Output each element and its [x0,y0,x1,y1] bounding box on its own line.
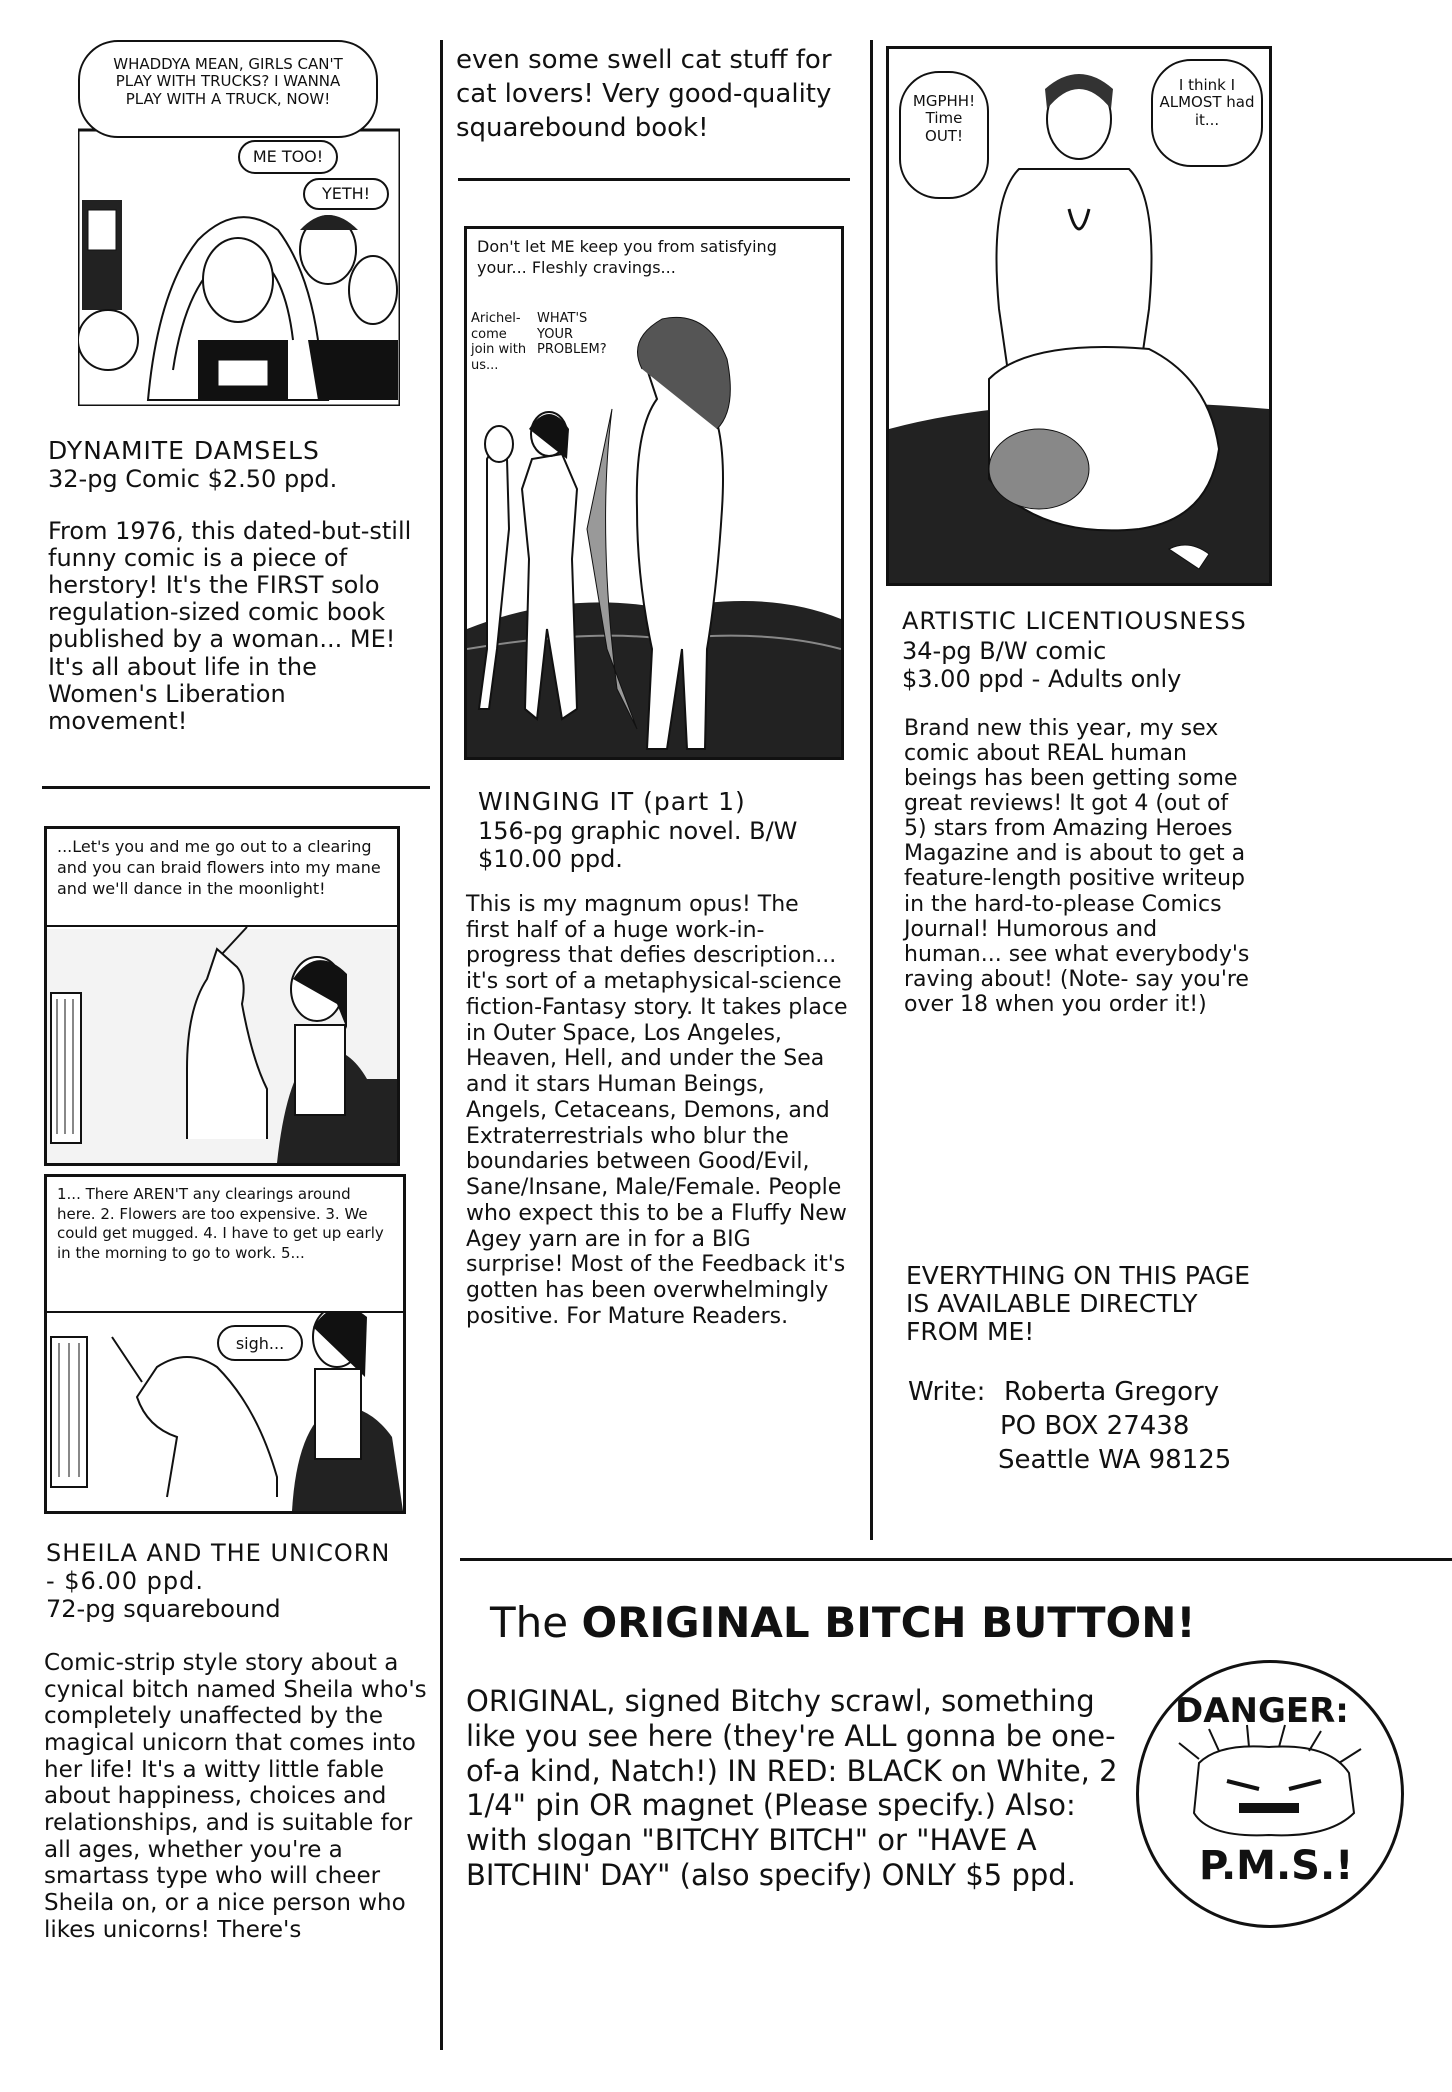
dynamite-damsels-title: DYNAMITE DAMSELS [48,436,320,465]
column-divider-left [440,40,443,2050]
address-name: Roberta Gregory [1004,1377,1220,1407]
sheila-description-continued: even some swell cat stuff for cat lovers! Very good-quality squarebound book! [456,45,832,143]
winging-it-art [467,229,841,757]
divider-col2-top [458,178,850,181]
column-divider-right [870,40,873,1540]
address-label: Write: [908,1377,986,1407]
pms-button-slogan: P.M.S.! [1199,1843,1354,1889]
artistic-licentiousness-price: $3.00 ppd - Adults only [902,665,1182,693]
winging-it-title: WINGING IT (part 1) [478,787,746,816]
everything-available-notice: EVERYTHING ON THIS PAGE IS AVAILABLE DIRECTLY FROM ME! [906,1261,1251,1346]
address-po-box: PO BOX 27438 [1000,1411,1190,1441]
address-city: Seattle WA 98125 [998,1445,1232,1475]
speech-balloon-almost: I think I ALMOST had it... [1151,59,1263,167]
dynamite-damsels-description: From 1976, this dated-but-still funny comic is a piece of herstory! It's the FIRST solo regulation-sized comic book published by a woman... ME! It's all about life in the Women's Liberation movement! [48,517,412,735]
unicorn-panel-2-caption: 1... There AREN'T any clearings around here. 2. Flowers are too expensive. 3. We could get mugged. 4. I have to get up early in the morning to go to work. 5... [47,1177,403,1313]
artistic-licentiousness-panel [886,46,1272,586]
pms-button-danger: DANGER: [1175,1691,1349,1731]
winging-it-caption: Don't let ME keep you from satisfying your... Fleshly cravings... [477,237,777,277]
unicorn-panel-2 [44,1174,406,1514]
speech-arichel: Arichel- come join with us... [471,311,527,373]
unicorn-panel-1-caption: ...Let's you and me go out to a clearing and you can braid flowers into my mane and we'll dance in the moonlight! [47,829,397,927]
dynamite-damsels-price: 32-pg Comic $2.50 ppd. [48,465,338,493]
speech-balloon-mgphh: MGPHH! Time OUT! [899,71,989,199]
unicorn-panel-1 [44,826,400,1166]
pms-button-illustration [1136,1660,1404,1928]
button-ad-heading-prefix: The [490,1598,569,1647]
speech-balloon-trucks: WHADDYA MEAN, GIRLS CAN'T PLAY WITH TRUCKS? I WANNA PLAY WITH A TRUCK, NOW! [78,40,378,138]
artistic-licentiousness-format: 34-pg B/W comic [902,637,1107,665]
speech-whats-your-problem: WHAT'S YOUR PROBLEM? [537,311,607,358]
sheila-unicorn-description: Comic-strip style story about a cynical bitch named Sheila who's completely unaffected by the magical unicorn that comes into her life! It's a witty little fable about happiness, choices and relationships, and is suitable for all ages, whether you're a smartass type who will cheer Sheila on, or a nice person who likes unicorns! There's [44,1650,427,1943]
divider-col1 [42,786,430,789]
artistic-licentiousness-description: Brand new this year, my sex comic about REAL human beings has been getting some great reviews! It got 4 (out of 5) stars from Amazing Heroes Magazine and is about to get a feature-length positive writeup in the hard-to-please Comics Journal! Humorous and human... see what everybody's raving about! (Note- say you're over 18 when you order it!) [904,716,1250,1017]
sheila-unicorn-format: 72-pg squarebound [46,1595,281,1623]
speech-balloon-yeth: YETH! [303,178,389,210]
winging-it-description: This is my magnum opus! The first half of a huge work-in-progress that defies description... it's sort of a metaphysical-science fiction-Fantasy story. It takes place in Outer Space, Los Angeles, Heaven, Hell, and under the Sea and it stars Human Beings, Angels, Cetaceans, Demons, and Extraterrestrials who blur the boundaries between Good/Evil, Sane/Insane, Male/Female. People who expect this to be a Fluffy New Agey yarn are in for a BIG surprise! Most of the Feedback it's gotten has been overwhelmingly positive. For Mature Readers. [466,892,848,1329]
divider-bottom-section [460,1558,1452,1561]
speech-balloon-sigh: sigh... [217,1325,303,1361]
artistic-licentiousness-title: ARTISTIC LICENTIOUSNESS [902,607,1247,635]
winging-it-panel [464,226,844,760]
button-ad-description: ORIGINAL, signed Bitchy scrawl, something like you see here (they're ALL gonna be one-of-a kind, Natch!) IN RED: BLACK on White, 2 1/4" pin OR magnet (Please specify.) Also: with slogan "BITCHY BITCH" or "HAVE A BITCHIN' DAY" (also specify) ONLY $5 ppd. [466,1684,1118,1892]
dynamite-damsels-panel [78,40,400,406]
speech-balloon-me-too: ME TOO! [238,140,338,174]
sheila-unicorn-title: SHEILA AND THE UNICORN - $6.00 ppd. [46,1539,391,1595]
button-ad-heading [490,1600,1410,1646]
button-ad-heading-main: ORIGINAL BITCH BUTTON! [581,1598,1196,1647]
winging-it-price: 156-pg graphic novel. B/W $10.00 ppd. [478,817,798,873]
